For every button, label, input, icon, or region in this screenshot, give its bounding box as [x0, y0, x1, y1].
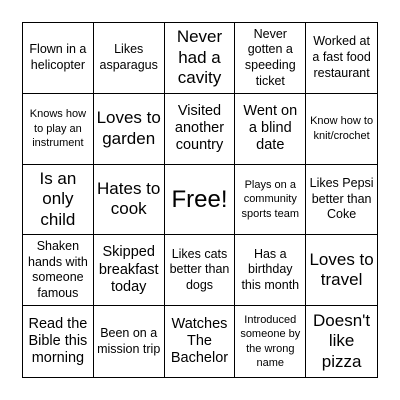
bingo-cell-r4c5[interactable]: Loves to travel [306, 235, 377, 306]
bingo-cell-r4c3[interactable]: Likes cats better than dogs [165, 235, 236, 306]
bingo-cell-r4c2[interactable]: Skipped breakfast today [94, 235, 165, 306]
bingo-cell-r5c5[interactable]: Doesn't like pizza [313, 311, 371, 371]
bingo-cell-r1c1[interactable]: Flown in a helicopter [23, 23, 94, 94]
bingo-cell-r2c4[interactable]: Went on a blind date [235, 94, 306, 165]
bingo-board [22, 22, 378, 378]
bingo-cell-r1c5[interactable]: Worked at a fast food restaurant [306, 23, 377, 94]
bingo-cell-r3c5[interactable]: Likes Pepsi better than Coke [306, 165, 377, 236]
bingo-cell-r1c3[interactable]: Never had a cavity [165, 23, 236, 94]
bingo-cell-r4c4[interactable]: Has a birthday this month [235, 235, 306, 306]
bingo-cell-r2c1[interactable]: Knows how to play an instrument [23, 94, 94, 165]
bingo-cell-r5c4[interactable]: Introduced someone by the wrong name [235, 306, 306, 377]
bingo-cell-r1c2[interactable]: Likes asparagus [94, 23, 165, 94]
bingo-cell-r5c1[interactable]: Read the Bible this morning [23, 306, 94, 377]
bingo-cell-r1c4[interactable]: Never gotten a speeding ticket [235, 23, 306, 94]
bingo-cell-r5c3[interactable]: Watches The Bachelor [165, 306, 236, 377]
bingo-cell-r5c2[interactable]: Been on a mission trip [94, 306, 165, 377]
bingo-cell-r4c1[interactable]: Shaken hands with someone famous [23, 235, 94, 306]
bingo-cell-r2c3[interactable]: Visited another country [165, 94, 236, 165]
bingo-cell-r3c4[interactable]: Plays on a community sports team [235, 165, 306, 236]
bingo-cell-r2c5[interactable]: Know how to knit/crochet [306, 94, 377, 165]
bingo-cell-r2c2[interactable]: Loves to garden [94, 94, 165, 165]
bingo-cell-r3c1[interactable]: Is an only child [23, 165, 94, 236]
bingo-cell-r3c2[interactable]: Hates to cook [94, 165, 165, 236]
bingo-free-space[interactable]: Free! [165, 165, 236, 236]
